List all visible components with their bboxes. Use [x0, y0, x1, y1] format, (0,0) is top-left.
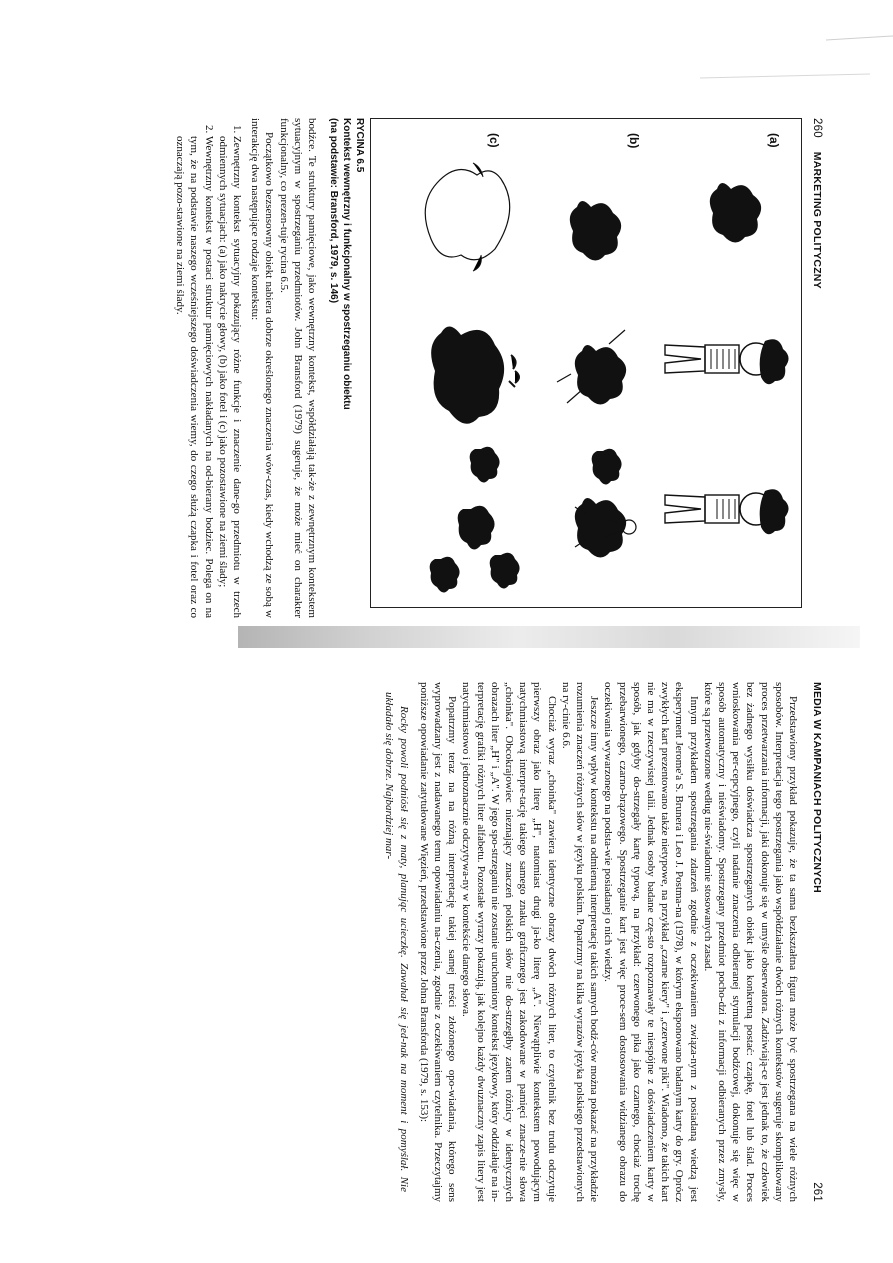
figure-label-b: (b) — [627, 133, 641, 149]
blob-shape-b2 — [592, 449, 622, 485]
right-paragraph-4: Chociaż wyraz „choinka" zawiera identyczne obrazy dwóch różnych liter, to czytelnik bez trudu odczytuje pierwszy obraz jako literę „H", natomiast drugi ja-ko literę „A". Niewątpliwie kontekstem powodującym natychmiastową interpre-tację takiego samego znaku graficznego jest zakodowane w pamięci znacze-nie słowa „choinka". Obcokrajowiec nieznający znaczeń polskich słów nie do-strzegłby zatem różnicy w identycznych obrazach liter „H" i „A". W jego spo-strzeganiu nie zostanie uruchomiony kontekst językowy, który oddziałuje na in-terpretację grafiki różnych liter alfabetu. Pozostałe wyrazy pokazują, jak kolejno każdy dwuznaczny zapis litery jest natychmiastowo i jednoznacznie odczytywa-ny w kontekście danego słowa. — [460, 682, 558, 1202]
right-paragraph-3: Jeszcze inny wpływ kontekstu na odmienną interpretację takich samych bodź-ców można pokazać na przykładzie rozumienia znaczeń różnych słów w języku polskim. Popatrzmy na kilka wyrazów języka polskiego przedstawionych na ry-cinie 6.6. — [559, 682, 601, 1202]
figure-caption — [327, 118, 366, 618]
blob-shape-a — [710, 183, 761, 243]
left-running-title: MARKETING POLITYCZNY — [811, 151, 823, 289]
right-running-title: MEDIA W KAMPANIACH POLITYCZNYCH — [811, 682, 823, 893]
story-quote: Rocky powoli podniósł się z maty, planując ucieczkę. Zawahał się jed-nak na moment i pomyślał. Nie układało się dobrze. Najbardziej mar- — [383, 692, 410, 1192]
caption-line-2: (na podstawie: Bransford, 1979, s. 146) — [328, 118, 339, 304]
footprint-blob-3 — [490, 553, 520, 589]
figure-6-5 — [370, 118, 802, 608]
blob-shape-b — [570, 201, 621, 261]
left-page-number: 260 — [811, 118, 823, 138]
right-page-number: 261 — [811, 1182, 823, 1202]
figure-label-a: (a) — [767, 133, 781, 148]
list-item: 2. Wewnętrzny kontekst w postaci struktur pamięciowych nakładanych na od-bierany bodziec. Polega on na tym, że na podstawie naszego wcześniejszego doświadczenia wiemy, do czego służą czapka i fotel oraz co oznaczają pozo-stawione na ziemi ślady. — [173, 136, 216, 618]
context-list — [173, 118, 244, 618]
figure-label-c: (c) — [487, 133, 501, 148]
caption-title: RYCINA 6.5 — [354, 118, 365, 173]
footprint-blob-4 — [430, 557, 460, 593]
book-spine-shadow — [238, 626, 860, 648]
boy-with-cap — [665, 339, 789, 384]
left-paragraph-2: Początkowo bezsensowny obiekt nabiera dobrze określonego znaczenia wów-czas, kiedy wchodzą ze sobą w interakcję dwa następujące rodzaje kontekstu: — [249, 118, 276, 618]
right-paragraph-2: Innym przykładem spostrzegania zdarzeń zgodnie z oczekiwaniem związa-nym z posiadaną wiedzą jest eksperyment Jerome'a S. Brunera i Leo J. Postma-na (1978), w którym eksponowano badanym karty do gry. Oprócz zwykłych kart prezentowano także nietypowe, na przykład „czarne kiery" i „czerwone piki". Wiadomo, że takich kart nie ma w rzeczywistej talii. Jednak osoby badane czę-sto rozpoznawały te niespójne z doświadczeniem karty w sposób, jak gdyby do-strzegały kartę typową, na przykład: czerwonego pika jako czarnego, chociaż trochę przebarwionego, czarno-brązowego. Spostrzeganie kart jest więc proce-sem dostosowania widzianego obrazu do oczekiwania wywarzonego na podsta-wie posiadanej o nich wiedzy. — [602, 682, 700, 1202]
armchair-blob-1 — [557, 330, 626, 405]
list-item: 1. Zewnętrzny kontekst sytuacyjny pokazujący różne funkcje i znaczenie dane-go przedmiotu w trzech odmiennych sytuacjach: (a) jako nakrycie głowy, (b) jako fotel i (c) jako pozostawione na ziemi ślady; — [216, 136, 244, 618]
figure-illustration — [371, 119, 801, 607]
footprint-blob-1 — [470, 447, 500, 483]
left-running-head — [808, 118, 826, 618]
boy-with-cap-2 — [665, 489, 789, 534]
right-paragraph-5: Popatrzmy teraz na na różną interpretację takiej samej treści złożonego opo-wiadania, którego sens wyprowadzany jest z nadawanego temu opowiadaniu na-czenia, zgodnie z oczekiwaniem czytelnika. Przeczytajmy poniższe opowiadanie zatytułowane Więzień, przedstawione przez Johna Bransforda (1979, s. 153): — [417, 682, 459, 1202]
snow-figure-c — [425, 163, 509, 271]
caption-line-1: Kontekst wewnętrzny i funkcjonalny w spostrzeganiu obiektu — [341, 118, 352, 410]
footprint-blob-large — [431, 326, 519, 423]
footprint-blob-2 — [458, 506, 495, 550]
left-paragraph-1: bodźce. Te struktury pamięciowe, jako wewnętrzny kontekst, współdziałają tak-że z zewnętrznym kontekstem sytuacyjnym w spostrzeganiu przedmiotów. John Bransford (1979) sugeruje, że może mieć on charakter funkcjonalny, co prezen-tuje rycina 6.5. — [277, 118, 318, 618]
person-on-armchair — [575, 498, 636, 558]
right-running-head — [808, 682, 826, 1202]
right-paragraph-1: Przedstawiony przykład pokazuje, że ta sama bezkształtna figura może być spostrzegana na wiele różnych sposobów. Interpretacja tego spostrzegania jako współdziałanie dwóch różnych kontekstów sugeruje skomplikowany proces przetwarzania informacji, jaki dokonuje się w umyśle obserwatora. Zadziwiają-ce jest jednak to, że człowiek bez żadnego wysiłku doświadcza spostrzeganych obiekt jako konkretną postać: czapkę, fotel lub ślad. Proces wnioskowania per-cepcyjnego, czyli nadanie znaczenia odbieranej stymulacji bodźcowej, dokonuje się więc w sposób automatyczny i nieświadomy. Spostrzegany przedmiot pocho-dzi z informacji odbieranych przez zmysły, które są przetworzone według nie-świadomie stosowanych zasad. — [701, 682, 799, 1202]
